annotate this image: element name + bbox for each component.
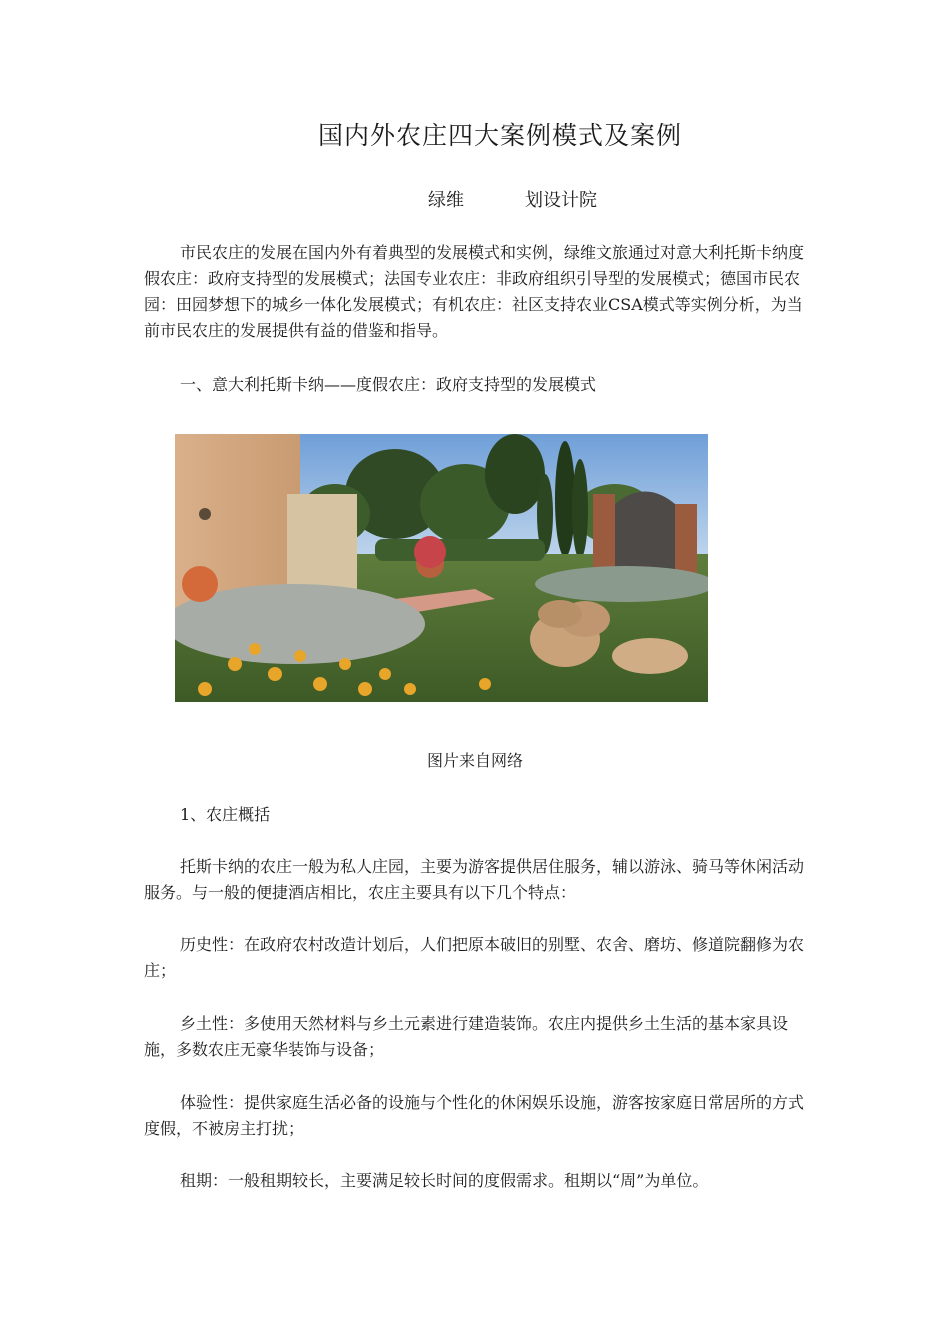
image-caption: 图片来自网络 [426,751,523,770]
paragraph-lease: 租期：一般租期较长，主要满足较长时间的度假需求。租期以“周”为单位。 [180,1171,709,1190]
section-heading: 一、意大利托斯卡纳——度假农庄：政府支持型的发展模式 [180,375,597,394]
paragraph-overview: 托斯卡纳的农庄一般为私人庄园，主要为游客提供居住服务，辅以游泳、骑马等休闲活动服务。与一般的便捷酒店相比，农庄主要具有以下几个特点： [144,857,805,902]
author-left: 绿维 [428,190,464,211]
farm-garden-photo [175,434,708,702]
subheading-overview: 1、农庄概括 [180,805,271,824]
document-title: 国内外农庄四大案例模式及案例 [317,121,682,150]
author-right: 划设计院 [525,190,597,211]
intro-paragraph: 市民农庄的发展在国内外有着典型的发展模式和实例，绿维文旅通过对意大利托斯卡纳度假农庄：政府支持型的发展模式；法国专业农庄：非政府组织引导型的发展模式；德国市民农园：田园梦想下的城乡一体化发展模式；有机农庄：社区支持农业CSA模式等实例分析，为当前市民农庄的发展提供有益的借鉴和指导。 [144,243,805,340]
paragraph-history: 历史性：在政府农村改造计划后，人们把原本破旧的别墅、农舍、磨坊、修道院翻修为农庄； [144,935,805,980]
paragraph-experience: 体验性：提供家庭生活必备的设施与个性化的休闲娱乐设施，游客按家庭日常居所的方式度假，不被房主打扰； [144,1093,805,1138]
paragraph-rural: 乡土性：多使用天然材料与乡土元素进行建造装饰。农庄内提供乡土生活的基本家具设施，多数农庄无豪华装饰与设备； [144,1014,789,1059]
